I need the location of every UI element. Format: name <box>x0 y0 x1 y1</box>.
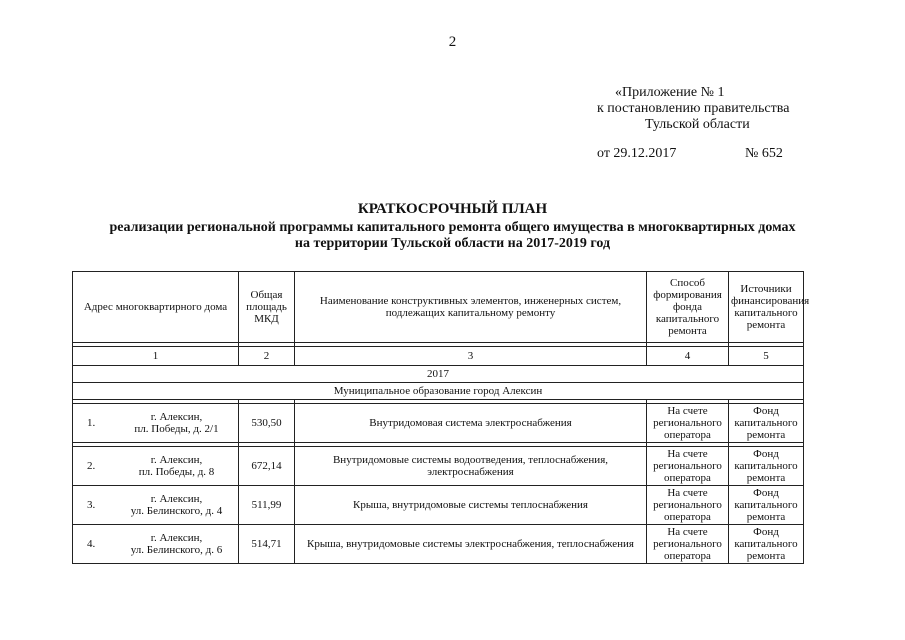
area-cell: 514,71 <box>239 525 295 564</box>
page-number: 2 <box>448 34 457 50</box>
column-number: 3 <box>295 347 647 366</box>
area-cell: 530,50 <box>239 404 295 443</box>
elements-cell: Крыша, внутридомовые системы электроснабжения, теплоснабжения <box>295 525 647 564</box>
municipality-row <box>73 383 804 400</box>
address-city: г. Алексин, <box>150 454 203 466</box>
row-number: 3. <box>87 499 96 511</box>
address-city: г. Алексин, <box>150 411 203 423</box>
method-cell: На счете регионального оператора <box>647 525 729 564</box>
column-number-row <box>73 347 804 366</box>
source-cell: Фонд капитального ремонта <box>729 447 804 486</box>
resolution-date: от 29.12.2017 <box>597 146 677 161</box>
address-city: г. Алексин, <box>150 532 203 544</box>
address-cell <box>73 404 239 443</box>
elements-cell: Крыша, внутридомовые системы теплоснабжения <box>295 486 647 525</box>
source-cell: Фонд капитального ремонта <box>729 486 804 525</box>
table-row <box>73 525 804 564</box>
area-cell: 672,14 <box>239 447 295 486</box>
source-cell: Фонд капитального ремонта <box>729 404 804 443</box>
row-number: 2. <box>87 460 96 472</box>
method-cell: На счете регионального оператора <box>647 404 729 443</box>
address-cell <box>73 486 239 525</box>
document-subtitle-line-2: на территории Тульской области на 2017-2019 год <box>294 236 611 251</box>
address-street: ул. Белинского, д. 6 <box>130 544 223 556</box>
table-row <box>73 486 804 525</box>
row-number: 4. <box>87 538 96 550</box>
appendix-block <box>597 85 789 133</box>
header-address: Адрес многоквартирного дома <box>73 272 239 343</box>
method-cell: На счете регионального оператора <box>647 447 729 486</box>
column-number: 1 <box>73 347 239 366</box>
address-city: г. Алексин, <box>150 493 203 505</box>
column-number: 4 <box>647 347 729 366</box>
header-elements: Наименование конструктивных элементов, инженерных систем, подлежащих капитальному ремонту <box>295 272 647 343</box>
column-number: 2 <box>239 347 295 366</box>
table-row <box>73 404 804 443</box>
address-street: пл. Победы, д. 8 <box>138 466 215 478</box>
year-row <box>73 366 804 383</box>
row-number: 1. <box>87 417 96 429</box>
plan-table <box>72 271 810 564</box>
elements-cell: Внутридомовая система электроснабжения <box>295 404 647 443</box>
appendix-line-3: Тульской области <box>645 117 750 132</box>
table-row <box>73 447 804 486</box>
document-subtitle-line-1: реализации региональной программы капитального ремонта общего имущества в многоквартирных домах <box>109 220 796 235</box>
resolution-number: № 652 <box>745 146 783 161</box>
column-number: 5 <box>729 347 804 366</box>
elements-cell: Внутридомовые системы водоотведения, теплоснабжения, электроснабжения <box>295 447 647 486</box>
header-source: Источники финансирования капитального ремонта <box>729 272 804 343</box>
source-cell: Фонд капитального ремонта <box>729 525 804 564</box>
table-header-row <box>73 272 804 343</box>
header-method: Способ формирования фонда капитального ремонта <box>647 272 729 343</box>
address-street: пл. Победы, д. 2/1 <box>134 423 219 435</box>
year-label: 2017 <box>73 366 804 383</box>
address-cell <box>73 525 239 564</box>
municipality-label: Муниципальное образование город Алексин <box>73 383 804 400</box>
method-cell: На счете регионального оператора <box>647 486 729 525</box>
area-cell: 511,99 <box>239 486 295 525</box>
header-area: Общая площадь МКД <box>239 272 295 343</box>
document-title: КРАТКОСРОЧНЫЙ ПЛАН <box>357 201 548 217</box>
appendix-line-2: к постановлению правительства <box>597 101 790 116</box>
address-street: ул. Белинского, д. 4 <box>130 505 223 517</box>
appendix-line-1: «Приложение № 1 <box>615 85 725 100</box>
address-cell <box>73 447 239 486</box>
